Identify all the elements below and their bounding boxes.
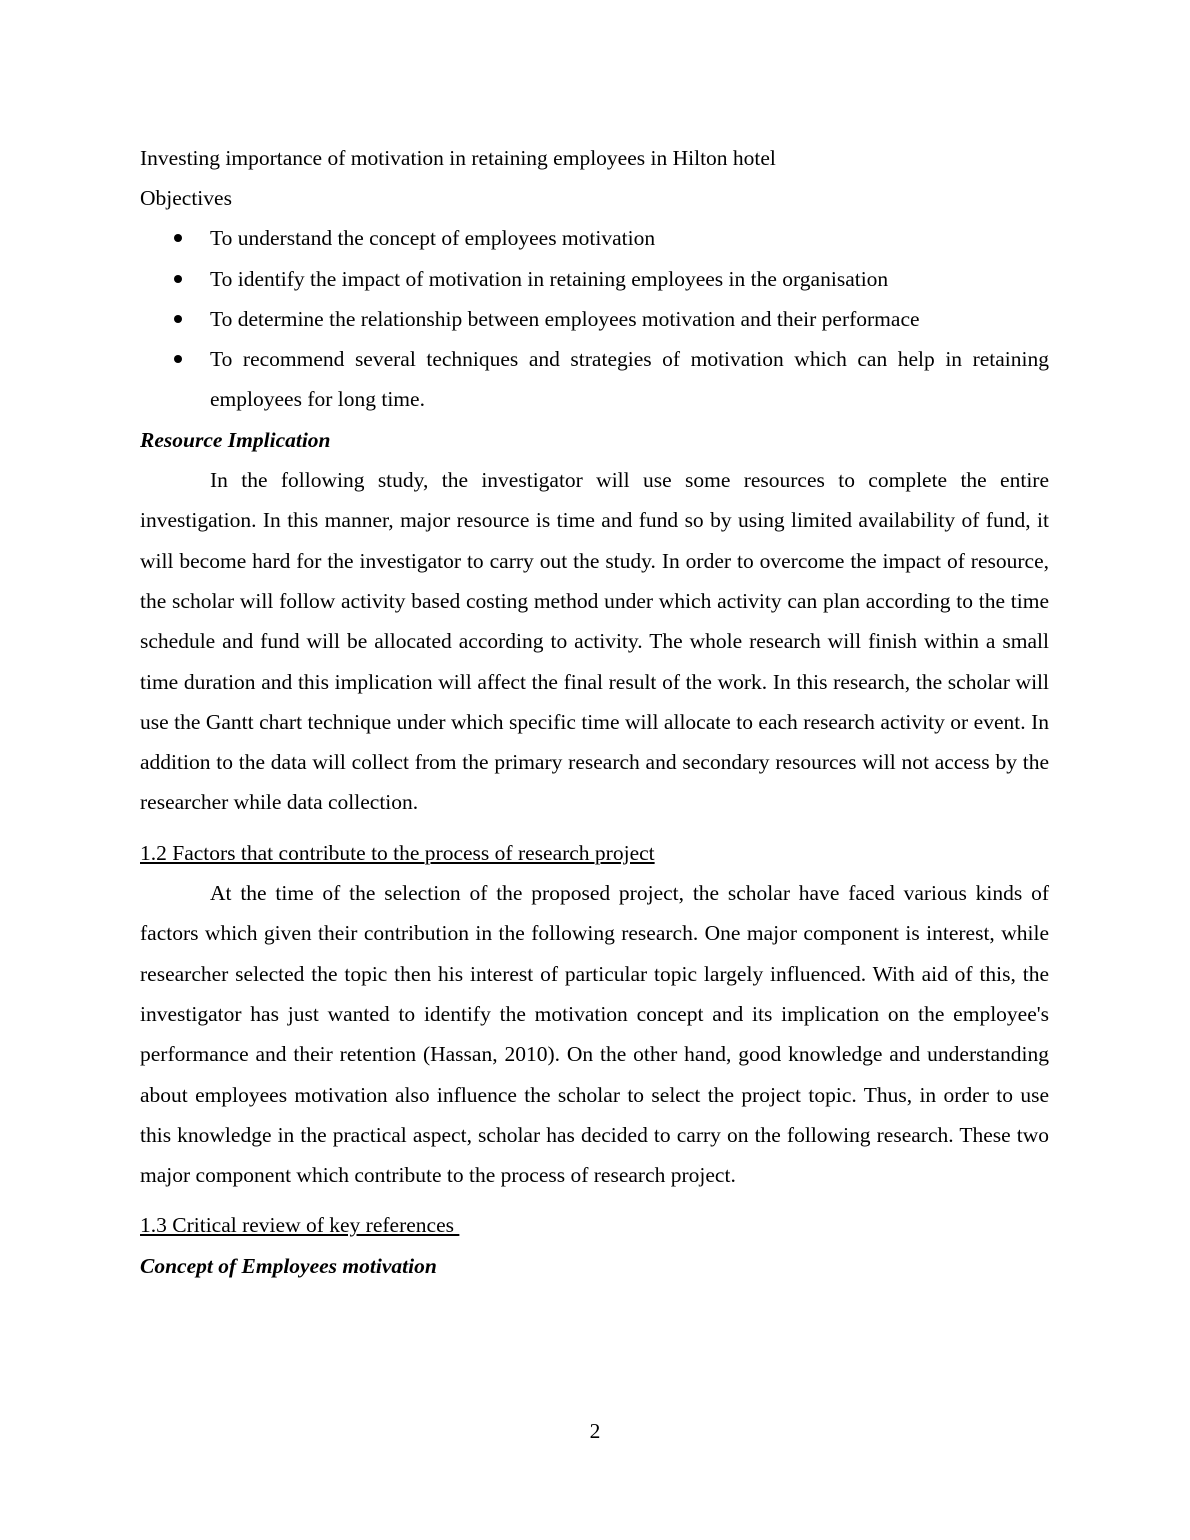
document-page xyxy=(140,138,1049,1286)
page-number: 2 xyxy=(589,1419,601,1443)
objective-item xyxy=(140,218,1049,258)
objective-text: To identify the impact of motivation in retaining employees in the organisation xyxy=(210,266,889,291)
objective-item xyxy=(140,339,1049,420)
section-1-2-heading: 1.2 Factors that contribute to the process of research project xyxy=(140,840,655,865)
resource-implication-heading: Resource Implication xyxy=(140,427,331,452)
objective-item xyxy=(140,299,1049,339)
objective-text: To understand the concept of employees motivation xyxy=(210,226,656,251)
objective-item xyxy=(140,259,1049,299)
objective-text: To recommend several techniques and strategies of motivation which can help in retaining employees for long time. xyxy=(210,347,1049,412)
section-1-3-heading: 1.3 Critical review of key references xyxy=(140,1213,460,1238)
objective-text: To determine the relationship between employees motivation and their performace xyxy=(210,306,920,331)
section-1-2-paragraph: At the time of the selection of the proposed project, the scholar have faced various kinds of factors which given their contribution in the following research. One major component is interest, while researcher selected the topic then his interest of particular topic largely influenced. With aid of this, the investigator has just wanted to identify the motivation concept and its implication on the employee's performance and their retention (Hassan, 2010). On the other hand, good knowledge and understanding about employees motivation also influence the scholar to select the project topic. Thus, in order to use this knowledge in the practical aspect, scholar has decided to carry on the following research. These two major component which contribute to the process of research project. xyxy=(140,881,1049,1188)
concept-heading: Concept of Employees motivation xyxy=(140,1253,437,1278)
document-title: Investing importance of motivation in retaining employees in Hilton hotel xyxy=(140,146,776,170)
objectives-list xyxy=(140,218,1049,419)
objectives-heading: Objectives xyxy=(140,186,232,210)
resource-implication-paragraph: In the following study, the investigator will use some resources to complete the entire investigation. In this manner, major resource is time and fund so by using limited availability of fund, it will become hard for the investigator to carry out the study. In order to overcome the impact of resource, the scholar will follow activity based costing method under which activity can plan according to the time schedule and fund will be allocated according to activity. The whole research will finish within a small time duration and this implication will affect the final result of the work. In this research, the scholar will use the Gantt chart technique under which specific time will allocate to each research activity or event. In addition to the data will collect from the primary research and secondary resources will not access by the researcher while data collection. xyxy=(140,468,1049,815)
